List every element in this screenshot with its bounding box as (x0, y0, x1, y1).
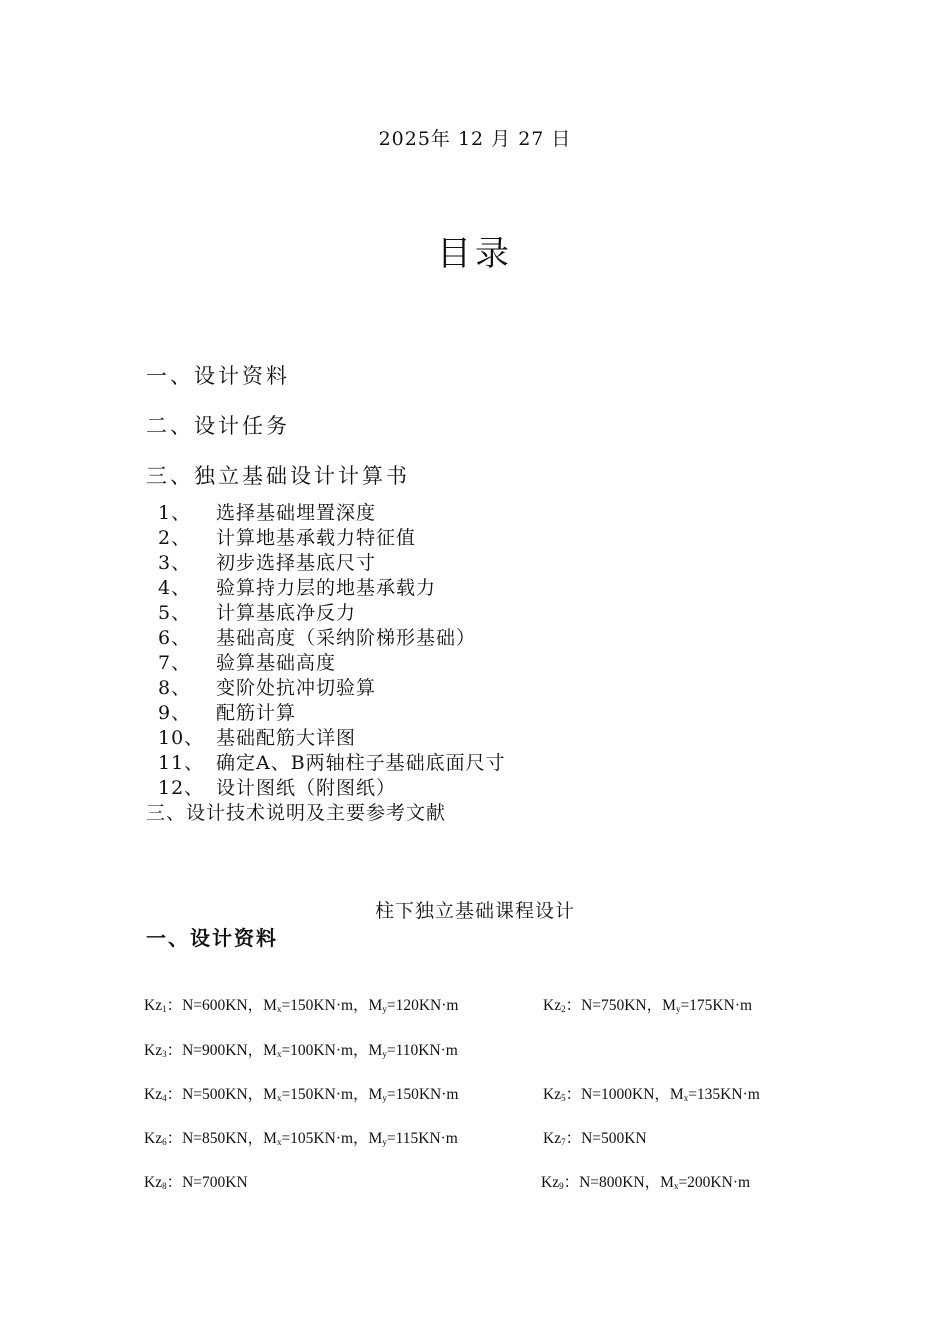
toc-item (158, 748, 506, 775)
toc-item-number: 8、 (158, 677, 192, 699)
toc-section-1: 一、设计资料 (146, 364, 290, 388)
toc-item-number: 10、 (158, 727, 205, 749)
load-kz4: $Kz_4$：N=500KN，$M_x=150KN\cdot m$，$M_y=150KN\cdot m$ (144, 1086, 459, 1103)
toc-item (158, 723, 356, 750)
toc-item-number: 3、 (158, 552, 192, 574)
toc-item-number: 12、 (158, 777, 205, 799)
toc-item-text: 配筋计算 (216, 702, 297, 724)
load-kz7: $Kz_7$：N=500KN (543, 1130, 647, 1147)
toc-item-text: 设计图纸（附图纸） (216, 777, 397, 799)
toc-item-number: 6、 (158, 627, 192, 649)
load-kz6: $Kz_6$：N=850KN，$M_x=105KN\cdot m$，$M_y=115KN\cdot m$ (144, 1130, 458, 1147)
toc-item (158, 548, 376, 575)
toc-item-text: 计算基底净反力 (216, 602, 357, 624)
date-line: 2025年 12 月 27 日 (378, 128, 572, 150)
toc-item-text: 选择基础埋置深度 (216, 502, 377, 524)
toc-item-number: 9、 (158, 702, 192, 724)
load-kz3: $Kz_3$：N=900KN，$M_x=100KN\cdot m$，$M_y=110KN\cdot m$ (144, 1042, 458, 1059)
toc-item (158, 623, 476, 650)
section-heading: 一、设计资料 (146, 926, 278, 950)
toc-item-number: 7、 (158, 652, 192, 674)
toc-item-number: 4、 (158, 577, 192, 599)
toc-item-text: 变阶处抗冲切验算 (216, 677, 377, 699)
toc-item-text: 计算地基承载力特征值 (216, 527, 417, 549)
toc-item-number: 2、 (158, 527, 192, 549)
document-subtitle: 柱下独立基础课程设计 (374, 900, 575, 922)
toc-item-text: 确定A、B两轴柱子基础底面尺寸 (216, 752, 506, 774)
toc-closing: 三、设计技术说明及主要参考文献 (146, 802, 447, 824)
toc-section-2: 二、设计任务 (146, 414, 290, 438)
toc-item (158, 698, 296, 725)
toc-item (158, 648, 336, 675)
toc-item-number: 1、 (158, 502, 192, 524)
toc-section-3: 三、独立基础设计计算书 (146, 464, 410, 488)
load-kz5: $Kz_5$：N=1000KN，$M_x=135KN\cdot m$ (543, 1086, 760, 1103)
toc-title: 目录 (437, 234, 513, 274)
toc-item-number: 5、 (158, 602, 192, 624)
toc-item-text: 验算基础高度 (216, 652, 337, 674)
load-kz8: $Kz_8$：N=700KN (144, 1174, 248, 1191)
toc-item (158, 773, 396, 800)
toc-item-text: 初步选择基底尺寸 (216, 552, 377, 574)
toc-item (158, 498, 376, 525)
toc-item (158, 673, 376, 700)
toc-item (158, 523, 416, 550)
toc-item (158, 573, 436, 600)
load-kz9: $Kz_9$：N=800KN，$M_x=200KN\cdot m$ (541, 1174, 751, 1191)
toc-item-text: 基础配筋大详图 (216, 727, 357, 749)
load-kz1: $Kz_1$：N=600KN，$M_x=150KN\cdot m$，$M_y=120KN\cdot m$ (144, 997, 459, 1014)
toc-item-number: 11、 (158, 752, 205, 774)
toc-item-text: 基础高度（采纳阶梯形基础） (216, 627, 477, 649)
toc-item-text: 验算持力层的地基承载力 (216, 577, 437, 599)
toc-item (158, 598, 356, 625)
load-kz2: $Kz_2$：N=750KN，$M_y=175KN\cdot m$ (543, 997, 753, 1014)
